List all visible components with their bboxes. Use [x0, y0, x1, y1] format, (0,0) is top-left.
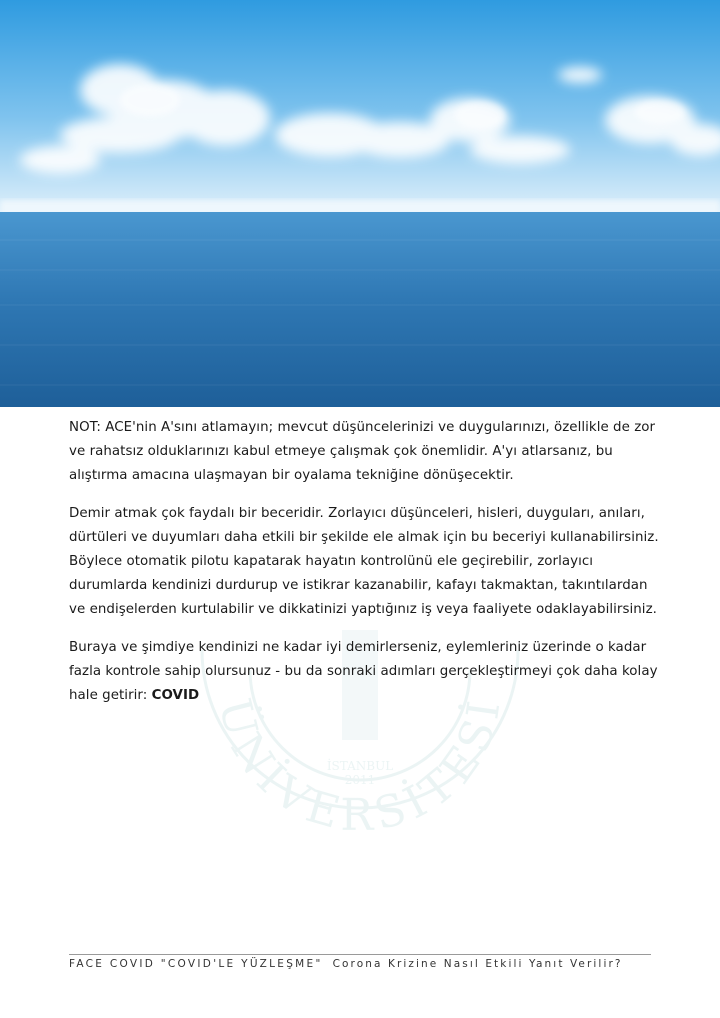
- paragraph-note: NOT: ACE'nin A'sını atlamayın; mevcut düşüncelerinizi ve duygularınızı, özellikle de zor ve rahatsız olduklarınızı kabul etmeye çalışmak çok önemlidir. A'yı atlarsanız, bu alıştırma amacına ulaşmayan bir oyalama tekniğine dönüşecektir.: [69, 420, 656, 484]
- seal-arc-text: ÜNİVERSİTESİ: [208, 692, 512, 841]
- seal-year: 2011: [344, 773, 376, 787]
- body-text: [69, 416, 659, 721]
- covid-keyword: COVID: [151, 688, 200, 704]
- seal-city: İSTANBUL: [326, 759, 394, 773]
- hero-sea-sky-image: [0, 0, 720, 407]
- footer-title: FACE COVID "COVID'LE YÜZLEŞME": [69, 958, 323, 970]
- footer-subtitle: Corona Krizine Nasıl Etkili Yanıt Verilir?: [332, 958, 623, 970]
- paragraph-control-text: Buraya ve şimdiye kendinizi ne kadar iyi demirlerseniz, eylemleriniz üzerinde o kadar fazla kontrole sahip olursunuz - bu da sonraki adımları gerçekleştirmeyi çok daha kolay hale getirir:: [69, 639, 658, 704]
- sea: [0, 212, 720, 407]
- footer: [69, 958, 669, 970]
- paragraph-anchoring: Demir atmak çok faydalı bir beceridir. Zorlayıcı düşünceleri, hisleri, duyguları, anıları, dürtüleri ve duyumları daha etkili bir şekilde ele almak için bu beceriyi kullanabilirsiniz. Böylece otomatik pilotu kapatarak hayatın kontrolünü ele geçirebilir, zorlayıcı durumlarda kendinizi durdurup ve istikrar kazanabilir, kafayı takmaktan, takıntılardan ve endişelerden kurtulabilir ve dikkatinizi yaptığınız iş veya faaliyete odaklayabilirsiniz.: [69, 505, 659, 618]
- sea-sky-illustration: [0, 0, 720, 407]
- footer-divider: [69, 954, 651, 955]
- paragraph-control: [69, 636, 659, 709]
